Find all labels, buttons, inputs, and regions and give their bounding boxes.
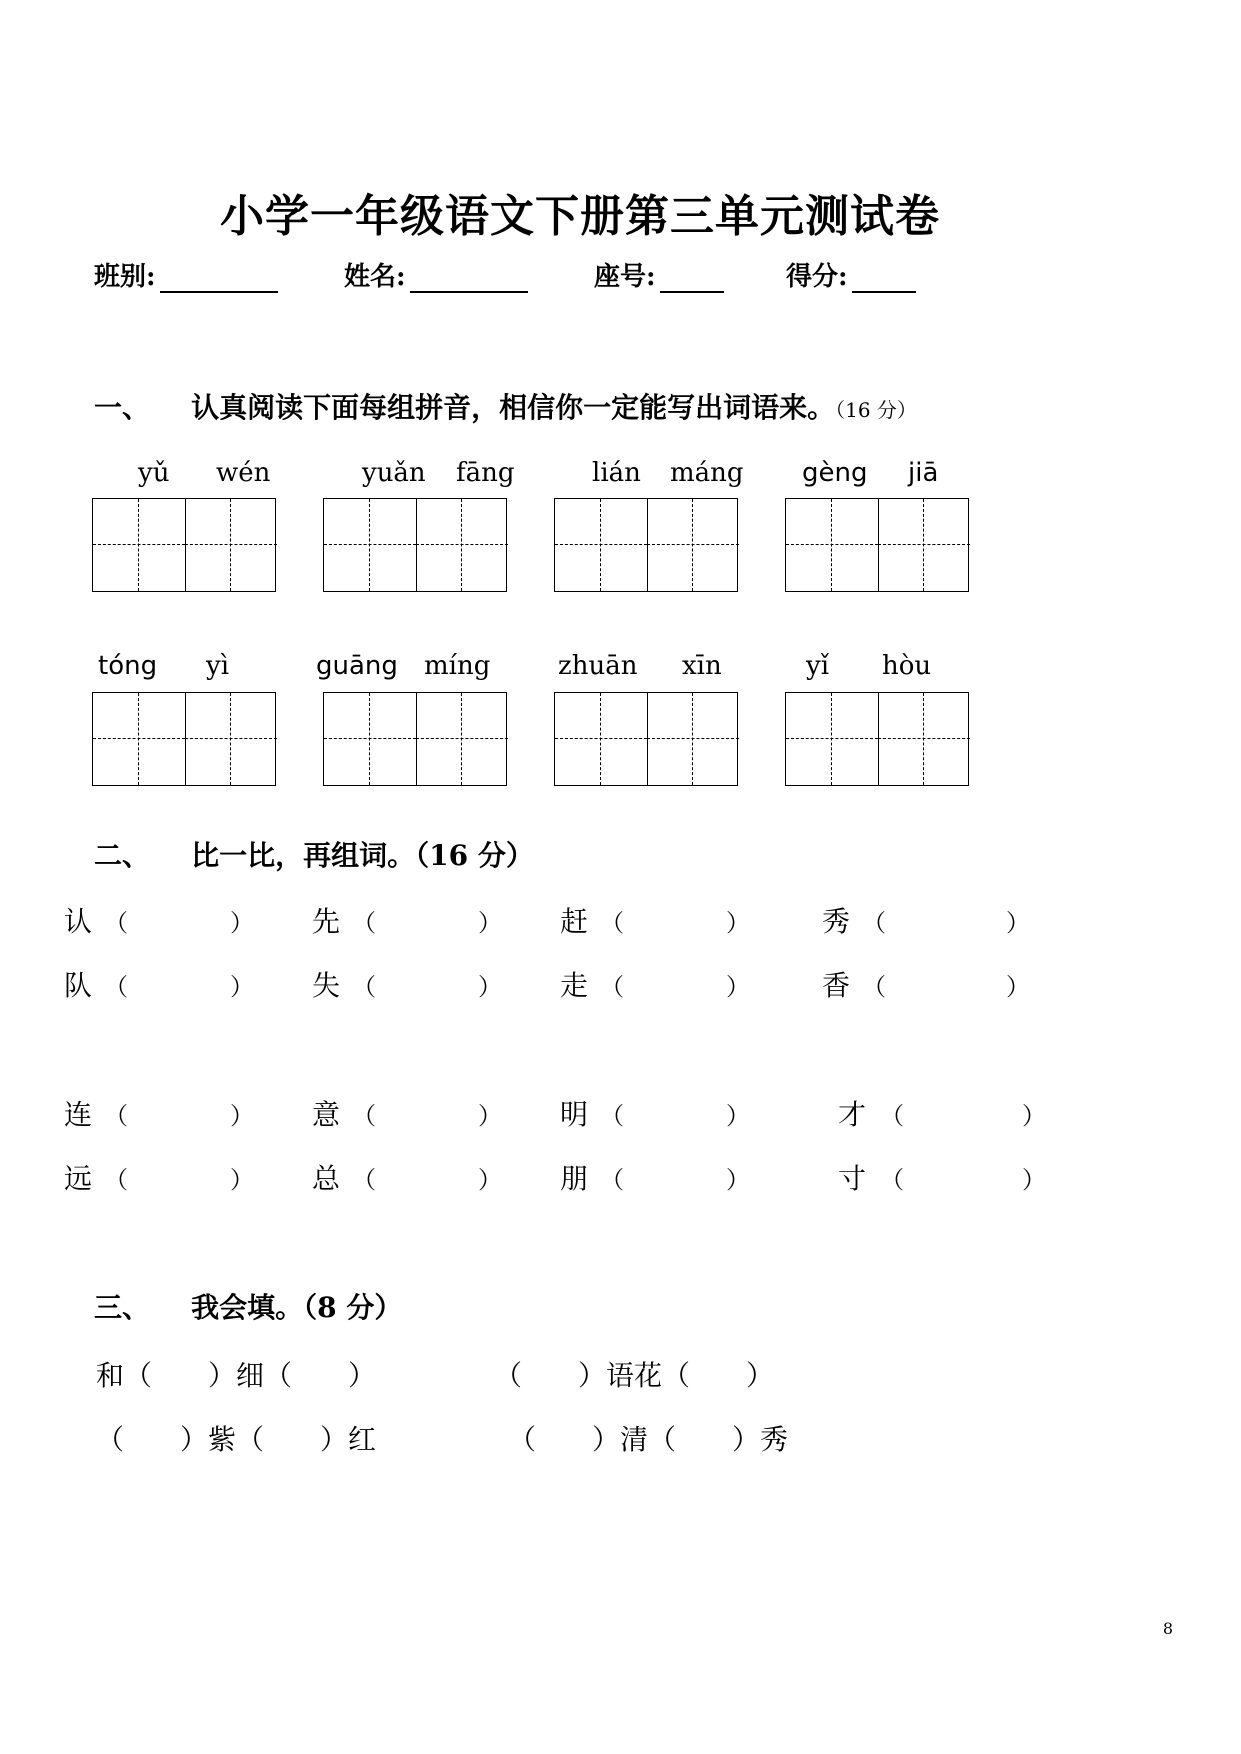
writing-cell[interactable]: [416, 693, 508, 785]
close-paren: ）: [230, 973, 254, 1001]
tianzige-box[interactable]: [785, 498, 969, 592]
open-paren: （: [862, 909, 886, 937]
class-field: [94, 256, 278, 293]
section3-heading: [94, 1286, 402, 1326]
section3-number: 三、: [94, 1291, 151, 1324]
section3-title: 我会填。（8 分）: [191, 1291, 403, 1324]
section1-heading: [94, 386, 917, 426]
fill-in-phrase[interactable]: （ ）清（ ）秀: [508, 1423, 789, 1456]
open-paren: （: [352, 1166, 376, 1194]
close-paren: ）: [1006, 973, 1030, 1001]
seat-blank[interactable]: [660, 265, 724, 293]
compare-char: 明: [560, 1098, 589, 1131]
tianzige-box[interactable]: [92, 692, 276, 786]
pinyin: jiā: [908, 458, 939, 488]
pinyin: fāng: [456, 458, 515, 488]
compare-char: 队: [64, 969, 93, 1002]
section2-number: 二、: [94, 839, 151, 872]
close-paren: ）: [726, 909, 750, 937]
writing-cell[interactable]: [647, 693, 739, 785]
close-paren: ）: [1006, 909, 1030, 937]
writing-cell[interactable]: [416, 499, 508, 591]
close-paren: ）: [478, 909, 502, 937]
writing-cell[interactable]: [93, 499, 186, 591]
class-label: 班别:: [94, 262, 156, 292]
open-paren: （: [880, 1166, 904, 1194]
close-paren: ）: [478, 1102, 502, 1130]
compare-char: 秀: [822, 905, 851, 938]
section1-title: 认真阅读下面每组拼音，相信你一定能写出词语来。: [191, 391, 836, 424]
section2-title: 比一比，再组词。（16 分）: [191, 839, 534, 872]
compare-char: 总: [312, 1162, 341, 1195]
class-blank[interactable]: [160, 265, 278, 293]
fill-in-phrase[interactable]: （ ）语花（ ）: [494, 1359, 775, 1392]
close-paren: ）: [726, 973, 750, 1001]
pinyin: lián: [592, 458, 641, 488]
page-title: 小学一年级语文下册第三单元测试卷: [220, 191, 940, 242]
writing-cell[interactable]: [93, 693, 186, 785]
compare-char: 意: [312, 1098, 341, 1131]
compare-char: 朋: [560, 1162, 589, 1195]
open-paren: （: [104, 1102, 128, 1130]
seat-label: 座号:: [594, 262, 656, 292]
pinyin: guāng: [316, 651, 398, 681]
seat-field: [594, 256, 724, 293]
compare-char: 香: [822, 969, 851, 1002]
pinyin: xīn: [682, 651, 722, 681]
pinyin: yǐ: [806, 651, 830, 681]
open-paren: （: [600, 909, 624, 937]
open-paren: （: [600, 973, 624, 1001]
compare-char: 走: [560, 969, 589, 1002]
page-number: 8: [1162, 1619, 1173, 1638]
fill-in-phrase[interactable]: 和（ ）细（ ）: [96, 1359, 377, 1392]
pinyin: yǔ: [138, 458, 170, 488]
writing-cell[interactable]: [555, 499, 648, 591]
writing-cell[interactable]: [324, 499, 417, 591]
open-paren: （: [352, 1102, 376, 1130]
close-paren: ）: [230, 909, 254, 937]
open-paren: （: [862, 973, 886, 1001]
writing-cell[interactable]: [878, 499, 970, 591]
close-paren: ）: [726, 1102, 750, 1130]
pinyin: zhuān: [558, 651, 638, 681]
name-field: [344, 256, 528, 293]
pinyin: tóng: [98, 651, 158, 681]
compare-char: 先: [312, 905, 341, 938]
score-blank[interactable]: [852, 265, 916, 293]
open-paren: （: [880, 1102, 904, 1130]
score-label: 得分:: [786, 262, 848, 292]
pinyin: yì: [206, 651, 230, 681]
pinyin: gèng: [802, 458, 868, 488]
tianzige-box[interactable]: [785, 692, 969, 786]
writing-cell[interactable]: [555, 693, 648, 785]
writing-cell[interactable]: [647, 499, 739, 591]
open-paren: （: [600, 1102, 624, 1130]
tianzige-box[interactable]: [554, 498, 738, 592]
close-paren: ）: [478, 973, 502, 1001]
open-paren: （: [104, 1166, 128, 1194]
writing-cell[interactable]: [185, 499, 277, 591]
compare-char: 寸: [838, 1162, 867, 1195]
section1-score: （16 分）: [835, 398, 917, 422]
pinyin: yuǎn: [362, 458, 426, 488]
pinyin: wén: [216, 458, 271, 488]
close-paren: ）: [1022, 1102, 1046, 1130]
close-paren: ）: [726, 1166, 750, 1194]
close-paren: ）: [230, 1102, 254, 1130]
writing-cell[interactable]: [878, 693, 970, 785]
compare-char: 远: [64, 1162, 93, 1195]
tianzige-box[interactable]: [554, 692, 738, 786]
compare-char: 赶: [560, 905, 589, 938]
section2-heading: [94, 834, 534, 874]
pinyin: míng: [424, 651, 491, 681]
open-paren: （: [352, 973, 376, 1001]
open-paren: （: [352, 909, 376, 937]
section1-number: 一、: [94, 391, 151, 424]
close-paren: ）: [478, 1166, 502, 1194]
writing-cell[interactable]: [324, 693, 417, 785]
tianzige-box[interactable]: [323, 692, 507, 786]
name-label: 姓名:: [344, 262, 406, 292]
compare-char: 连: [64, 1098, 93, 1131]
name-blank[interactable]: [410, 265, 528, 293]
score-field: [786, 256, 916, 293]
compare-char: 认: [64, 905, 93, 938]
close-paren: ）: [1022, 1166, 1046, 1194]
pinyin: máng: [670, 458, 744, 488]
fill-in-phrase[interactable]: （ ）紫（ ）红: [96, 1423, 377, 1456]
writing-cell[interactable]: [786, 499, 879, 591]
compare-char: 才: [838, 1098, 867, 1131]
pinyin: hòu: [882, 651, 932, 681]
open-paren: （: [600, 1166, 624, 1194]
tianzige-box[interactable]: [323, 498, 507, 592]
writing-cell[interactable]: [185, 693, 277, 785]
writing-cell[interactable]: [786, 693, 879, 785]
open-paren: （: [104, 973, 128, 1001]
close-paren: ）: [230, 1166, 254, 1194]
compare-char: 失: [312, 969, 341, 1002]
open-paren: （: [104, 909, 128, 937]
tianzige-box[interactable]: [92, 498, 276, 592]
